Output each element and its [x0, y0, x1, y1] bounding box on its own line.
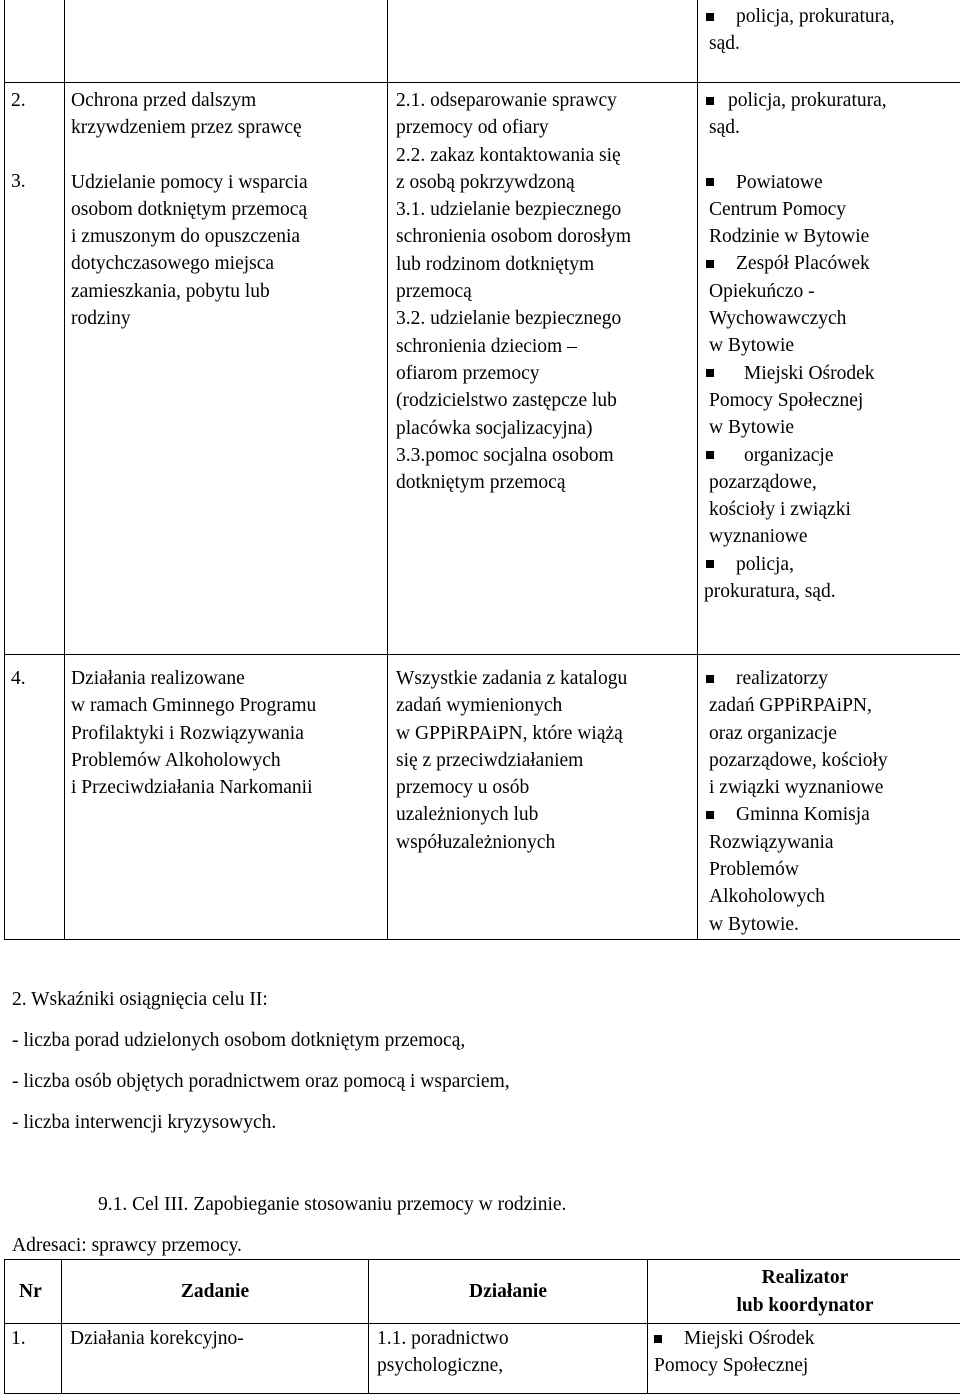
bullet-square-icon	[706, 369, 714, 377]
tasks-table-goal-2	[4, 0, 960, 940]
bullet-square-icon	[706, 97, 714, 105]
addressees-line: Adresaci: sprawcy przemocy.	[12, 1232, 242, 1259]
row-number-cell: 4.	[5, 655, 65, 940]
realizer-cell: Miejski Ośrodek Pomocy Społecznej	[648, 1324, 960, 1394]
column-header-nr: Nr	[5, 1260, 62, 1324]
indicator-item: - liczba osób objętych poradnictwem oraz pomocą i wsparciem,	[12, 1068, 510, 1095]
indicator-item: - liczba interwencji kryzysowych.	[12, 1109, 276, 1136]
table-row	[5, 1324, 960, 1394]
bullet-square-icon	[706, 13, 714, 21]
indicators-heading: 2. Wskaźniki osiągnięcia celu II:	[12, 986, 268, 1013]
realizer-cell: policja, prokuratura, sąd. Powiatowe Centrum Pomocy Rodzinie w Bytowie Zespół Placówek Opiekuńczo - Wychowawczych w Bytowie Miejski Ośrodek Pomocy Społecznej w Bytowie organizacje pozarządowe, kościoły i związki wyznaniowe policja, prokuratura, sąd.	[698, 83, 960, 655]
bullet-square-icon	[706, 560, 714, 568]
bullet-square-icon	[706, 260, 714, 268]
table-row	[5, 0, 960, 83]
action-cell: 2.1. odseparowanie sprawcy przemocy od ofiary 2.2. zakaz kontaktowania się z osobą pokrzywdzoną 3.1. udzielanie bezpiecznego schronienia osobom dorosłym lub rodzinom dotkniętym przemocą 3.2. udzielanie bezpiecznego schronienia dzieciom – ofiarom przemocy (rodzicielstwo zastępcze lub placówka socjalizacyjna) 3.3.pomoc socjalna osobom dotkniętym przemocą	[388, 83, 698, 655]
column-header-realizer: Realizator lub koordynator	[648, 1260, 960, 1324]
bullet-square-icon	[654, 1335, 662, 1343]
task-cell: Działania realizowane w ramach Gminnego Programu Profilaktyki i Rozwiązywania Problemów Alkoholowych i Przeciwdziałania Narkomanii	[65, 655, 388, 940]
task-cell: Ochrona przed dalszym krzywdzeniem przez sprawcę Udzielanie pomocy i wsparcia osobom dotkniętym przemocą i zmuszonym do opuszczenia dotychczasowego miejsca zamieszkania, pobytu lub rodziny	[65, 83, 388, 655]
action-cell: Wszystkie zadania z katalogu zadań wymienionych w GPPiRPAiPN, które wiążą się z przeciwdziałaniem przemocy u osób uzależnionych lub współuzależnionych	[388, 655, 698, 940]
realizer-cell: realizatorzy zadań GPPiRPAiPN, oraz organizacje pozarządowe, kościoły i związki wyznaniowe Gminna Komisja Rozwiązywania Problemów Alkoholowych w Bytowie.	[698, 655, 960, 940]
row-number-cell: 1.	[5, 1324, 62, 1394]
table-header-row	[5, 1260, 960, 1324]
table-row	[5, 655, 960, 940]
column-header-action: Działanie	[369, 1260, 648, 1324]
bullet-square-icon	[706, 451, 714, 459]
bullet-square-icon	[706, 178, 714, 186]
table-row	[5, 83, 960, 655]
indicator-item: - liczba porad udzielonych osobom dotkniętym przemocą,	[12, 1027, 465, 1054]
action-cell: 1.1. poradnictwo psychologiczne,	[369, 1324, 648, 1394]
column-header-task: Zadanie	[62, 1260, 369, 1324]
bullet-square-icon	[706, 675, 714, 683]
task-cell: Działania korekcyjno-	[62, 1324, 369, 1394]
tasks-table-goal-3	[4, 1259, 960, 1394]
realizer-cell: policja, prokuratura, sąd.	[698, 0, 960, 83]
row-number-cell: 2. 3.	[5, 83, 65, 655]
bullet-square-icon	[706, 811, 714, 819]
goal-heading: 9.1. Cel III. Zapobieganie stosowaniu przemocy w rodzinie.	[98, 1191, 566, 1218]
